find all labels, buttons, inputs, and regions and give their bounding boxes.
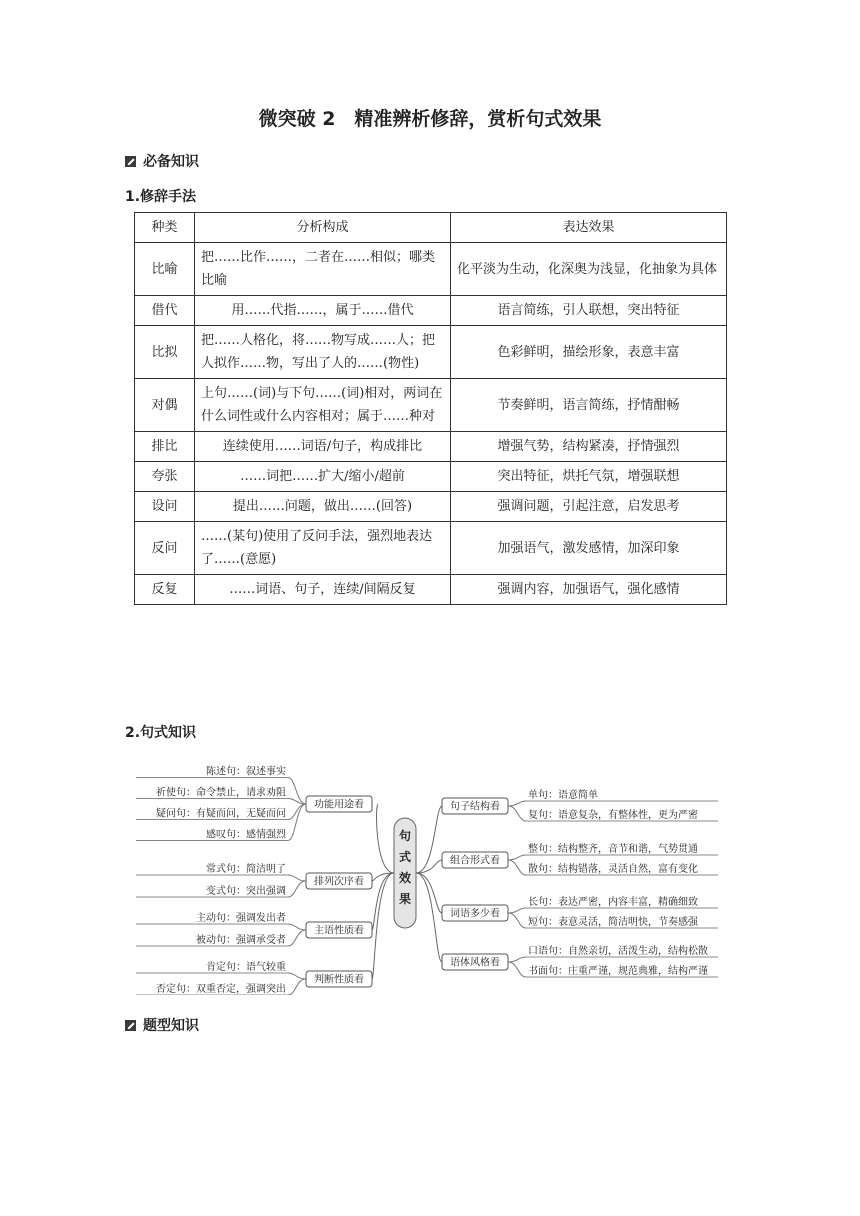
table-cell-kind: 比拟	[135, 326, 195, 379]
mindmap-item-label: 祈使句：命令禁止，请求劝阻	[156, 787, 286, 799]
mindmap-connector	[288, 875, 306, 881]
mindmap-item-label: 否定句：双重否定，强调突出	[156, 984, 286, 995]
mindmap-connector	[288, 924, 306, 930]
mindmap-connector	[288, 804, 306, 820]
table-cell-effect: 化平淡为生动，化深奥为浅显，化抽象为具体	[451, 243, 727, 296]
table-cell-effect: 语言简练，引人联想，突出特征	[451, 296, 727, 326]
table-cell-kind: 比喻	[135, 243, 195, 296]
table-cell-effect: 强调内容，加强语气，强化感情	[451, 575, 727, 605]
mindmap-branch-label: 功能用途看	[314, 799, 364, 811]
mindmap-connector	[288, 973, 306, 979]
table-cell-analysis: 提出……问题，做出……(回答)	[195, 492, 451, 522]
table-cell-analysis: 用……代指……，属于……借代	[195, 296, 451, 326]
table-cell-effect: 突出特征，烘托气氛，增强联想	[451, 462, 727, 492]
table-header: 分析构成	[195, 213, 451, 243]
mindmap-item-label: 常式句：简洁明了	[206, 864, 286, 875]
table-cell-effect: 色彩鲜明，描绘形象，表意丰富	[451, 326, 727, 379]
mindmap-connector	[508, 913, 526, 928]
mindmap-branch-label: 组合形式看	[450, 855, 500, 867]
pencil-icon	[125, 156, 136, 167]
part2-heading: 2.句式知识	[125, 725, 197, 741]
table-row	[135, 379, 727, 432]
mindmap-item-label: 长句：表达严密，内容丰富，精确细致	[528, 897, 698, 908]
table-row	[135, 432, 727, 462]
mindmap-connector	[288, 778, 306, 805]
section-heading-knowledge	[125, 151, 199, 171]
mindmap-connector	[416, 860, 442, 873]
table-cell-analysis: ……词把……扩大/缩小/超前	[195, 462, 451, 492]
mindmap-item-label: 复句：语意复杂，有整体性，更为严密	[528, 810, 698, 821]
mindmap-connector	[288, 930, 306, 946]
table-cell-kind: 借代	[135, 296, 195, 326]
part1-heading: 1.修辞手法	[125, 189, 197, 205]
mindmap-item-label: 陈述句：叙述事实	[206, 766, 286, 778]
page-title: 微突破 2 精准辨析修辞，赏析句式效果	[258, 108, 602, 130]
table-row	[135, 462, 727, 492]
mindmap-connector	[416, 873, 442, 962]
section-heading-label: 题型知识	[143, 1018, 199, 1034]
mindmap-item-label: 感叹句：感情强烈	[206, 829, 286, 841]
table-row	[135, 492, 727, 522]
mindmap-connector	[508, 962, 526, 977]
mindmap-item-label: 整句：结构整齐，音节和谐，气势贯通	[528, 844, 698, 855]
table-cell-kind: 反复	[135, 575, 195, 605]
table-row	[135, 296, 727, 326]
mindmap-connector	[508, 801, 526, 806]
table-cell-analysis: ……词语、句子，连续/间隔反复	[195, 575, 451, 605]
mindmap-branch-label: 判断性质看	[314, 974, 364, 986]
table-cell-kind: 排比	[135, 432, 195, 462]
table-row	[135, 522, 727, 575]
table-header: 种类	[135, 213, 195, 243]
rhetoric-table	[134, 212, 727, 605]
mindmap-item-label: 疑问句：有疑而问，无疑而问	[156, 808, 286, 820]
section-heading-label: 必备知识	[143, 154, 199, 170]
table-cell-analysis: 把……比作……，二者在……相似；哪类比喻	[195, 243, 451, 296]
table-cell-effect: 加强语气，激发感情，加深印象	[451, 522, 727, 575]
mindmap-connector	[508, 860, 526, 875]
section-heading-question-types	[125, 1015, 199, 1035]
mindmap-connector	[288, 881, 306, 897]
mindmap-item-label: 被动句：强调承受者	[196, 935, 286, 946]
table-header-row	[135, 213, 727, 243]
mindmap-branch-label: 排列次序看	[314, 876, 364, 888]
mindmap-connector	[508, 855, 526, 860]
mindmap-item-label: 短句：表意灵活，简洁明快，节奏感强	[528, 917, 698, 928]
table-cell-analysis: ……(某句)使用了反问手法，强烈地表达了……(意愿)	[195, 522, 451, 575]
mindmap-connector	[288, 804, 306, 841]
mindmap-connector	[372, 873, 394, 979]
mindmap-item-label: 书面句：庄重严谨，规范典雅，结构严谨	[528, 966, 708, 977]
mindmap-connector	[508, 957, 526, 962]
table-cell-analysis: 把……人格化，将……物写成……人；把人拟作……物，写出了人的……(物性)	[195, 326, 451, 379]
mindmap-branch-label: 句子结构看	[450, 801, 500, 813]
sentence-mindmap	[130, 750, 720, 995]
mindmap-connector	[377, 804, 394, 873]
table-row	[135, 243, 727, 296]
table-cell-effect: 强调问题，引起注意，启发思考	[451, 492, 727, 522]
mindmap-branch-label: 词语多少看	[450, 908, 500, 920]
mindmap-center-char: 式	[398, 850, 412, 864]
mindmap-center-char: 效	[398, 871, 412, 885]
table-cell-effect: 节奏鲜明，语言简练，抒情酣畅	[451, 379, 727, 432]
table-cell-kind: 对偶	[135, 379, 195, 432]
mindmap-center-char: 果	[398, 892, 412, 906]
table-cell-effect: 增强气势，结构紧凑，抒情强烈	[451, 432, 727, 462]
table-cell-kind: 设问	[135, 492, 195, 522]
table-cell-analysis: 连续使用……词语/句子，构成排比	[195, 432, 451, 462]
mindmap-item-label: 单句：语意简单	[528, 790, 598, 801]
mindmap-connector	[416, 806, 442, 873]
table-header: 表达效果	[451, 213, 727, 243]
table-row	[135, 326, 727, 379]
pencil-icon	[125, 1020, 136, 1031]
mindmap-branch-label: 语体风格看	[450, 957, 500, 969]
mindmap-item-label: 主动句：强调发出者	[196, 913, 286, 924]
mindmap-connector	[508, 806, 526, 821]
table-row	[135, 575, 727, 605]
mindmap-connector	[288, 979, 306, 995]
mindmap-item-label: 肯定句：语气较重	[206, 962, 286, 973]
mindmap-center-char: 句	[398, 829, 412, 843]
mindmap-connector	[508, 908, 526, 913]
mindmap-item-label: 散句：结构错落，灵活自然，富有变化	[528, 864, 698, 875]
mindmap-item-label: 口语句：自然亲切，活泼生动，结构松散	[528, 946, 708, 957]
table-cell-kind: 反问	[135, 522, 195, 575]
mindmap-item-label: 变式句：突出强调	[206, 886, 286, 897]
table-cell-kind: 夸张	[135, 462, 195, 492]
mindmap-connector	[372, 873, 394, 930]
table-cell-analysis: 上句……(词)与下句……(词)相对，两词在什么词性或什么内容相对；属于……种对	[195, 379, 451, 432]
mindmap-branch-label: 主语性质看	[314, 925, 364, 937]
